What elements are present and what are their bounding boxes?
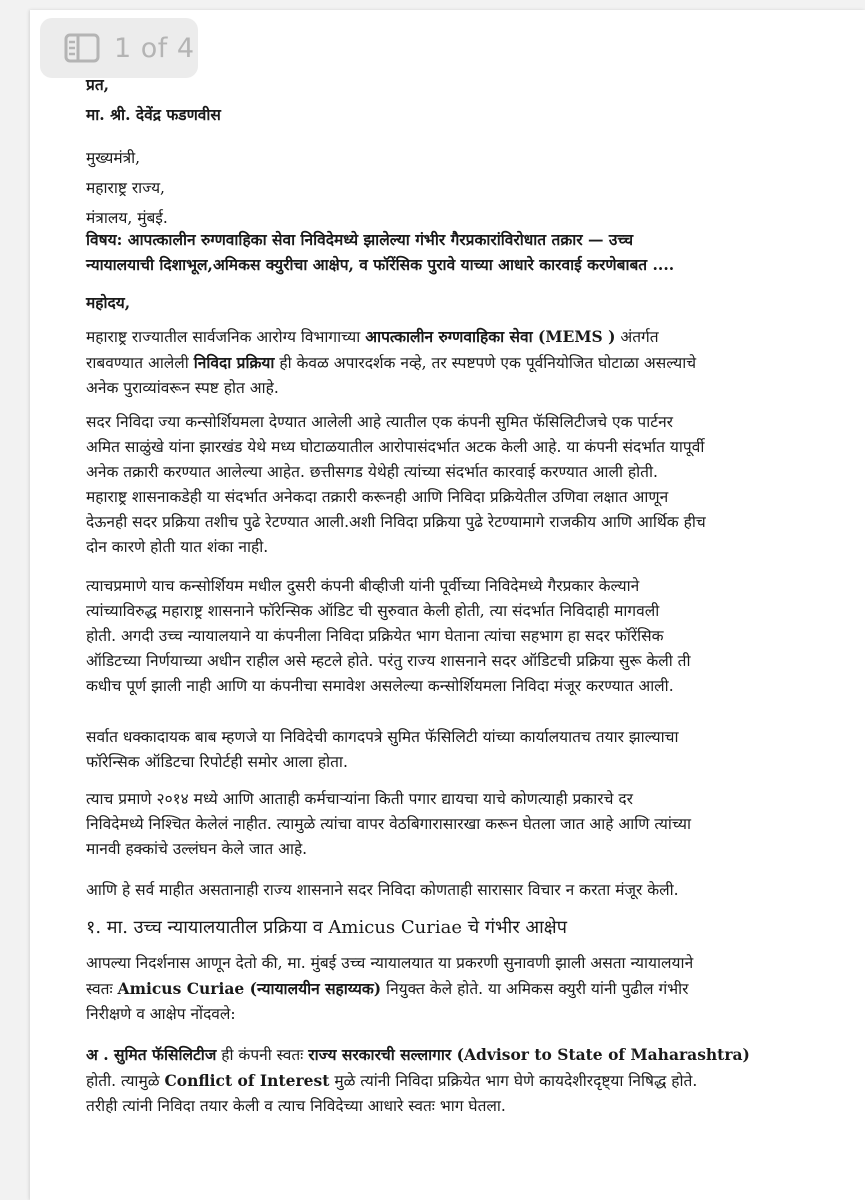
text-run: अंतर्गत — [615, 328, 659, 346]
text-run-bold: Conflict of Interest — [164, 1071, 330, 1090]
text-line: फॉरेन्सिक ऑडिटचा रिपोर्टही समोर आला होता. — [86, 753, 348, 771]
text-line: सदर निविदा ज्या कन्सोर्शियमला देण्यात आलेली आहे त्यातील एक कंपनी सुमित फॅसिलिटीजचे एक पार्टनर — [86, 413, 674, 431]
text-run: होती. त्यामुळे — [86, 1072, 165, 1090]
text-run-bold: निविदा प्रक्रिया — [193, 353, 275, 372]
text-line: ऑडिटच्या निर्णयाच्या अधीन राहील असे म्हटले होते. परंतु राज्य शासनाने सदर ऑडिटची प्रक्रिया सुरू केली ती — [86, 652, 691, 670]
text-line: तरीही त्यांनी निविदा तयार केली व त्याच निविदेच्या आधारे स्वतः भाग घेतला. — [86, 1097, 506, 1115]
address-block — [86, 72, 221, 231]
text-line: महाराष्ट्र शासनाकडेही या संदर्भात अनेकदा तक्रारी करूनही आणि निविदा प्रक्रियेतील उणिवा लक्षात आणून — [86, 488, 669, 506]
text-line: अनेक पुराव्यांवरून स्पष्ट होत आहे. — [86, 379, 279, 397]
text-line: अनेक तक्रारी करण्यात आलेल्या आहेत. छत्तीसगड येथेही त्यांच्या संदर्भात कारवाई करण्यात आली होती. — [86, 463, 658, 481]
text-line: त्याच प्रमाणे २०१४ मध्ये आणि आताही कर्मचाऱ्यांना किती पगार द्यायचा याचे कोणत्याही प्रकारचे दर — [86, 790, 633, 808]
point-a — [86, 1042, 750, 1119]
text-line — [86, 350, 696, 376]
text-run: महाराष्ट्र राज्यातील सार्वजनिक आरोग्य विभागाच्या — [86, 328, 366, 346]
subject — [86, 227, 674, 277]
text-run-bold: अ . सुमित फॅसिलिटीज — [86, 1045, 217, 1064]
text-line: निविदेमध्ये निश्चित केलेलं नाहीत. त्यामुळे त्यांचा वापर वेठबिगारासारखा करून घेतला जात आहे आणि त्यांच्या — [86, 815, 692, 833]
text-line: निरीक्षणे व आक्षेप नोंदवले: — [86, 1005, 236, 1023]
text-run: ही केवळ अपारदर्शक नव्हे, तर स्पष्टपणे एक पूर्वनियोजित घोटाळा असल्याचे — [274, 354, 697, 372]
page-indicator-text: 1 of 4 — [114, 32, 195, 64]
paragraph-1 — [86, 324, 696, 401]
section-heading: १. मा. उच्च न्यायालयातील प्रक्रिया व Amicus Curiae चे गंभीर आक्षेप — [86, 917, 567, 938]
text-run: स्वतः — [86, 980, 118, 998]
text-line — [86, 324, 696, 350]
address-line: मंत्रालय, मुंबई. — [86, 209, 168, 227]
text-line — [86, 976, 693, 1002]
text-line: त्याचप्रमाणे याच कन्सोर्शियम मधील दुसरी कंपनी बीव्हीजी यांनी पूर्वीच्या निविदेमध्ये गैरप्रकार केल्याने — [86, 577, 640, 595]
text-run-bold: आपत्कालीन रुग्णवाहिका सेवा (MEMS ) — [365, 327, 616, 346]
paragraph-6: आणि हे सर्व माहीत असतानाही राज्य शासनाने सदर निविदा कोणताही सारासार विचार न करता मंजूर केली. — [86, 881, 679, 899]
paragraph-2 — [86, 410, 706, 560]
address-line: मुख्यमंत्री, — [86, 149, 141, 167]
text-line: त्यांच्याविरुद्ध महाराष्ट्र शासनाने फॉरेन्सिक ऑडिट ची सुरुवात केली होती, त्या संदर्भात निविदाही मागवली — [86, 602, 660, 620]
text-line: कधीच पूर्ण झाली नाही आणि या कंपनीचा समावेश असलेल्या कन्सोर्शियमला निविदा मंजूर करण्यात आली. — [86, 677, 674, 695]
salutation: महोदय, — [86, 293, 131, 312]
text-line — [86, 1042, 750, 1068]
paragraph-4 — [86, 725, 679, 775]
text-run-bold: राज्य सरकारची सल्लागार (Advisor to State of Maharashtra) — [308, 1045, 750, 1064]
text-line: देऊनही सदर प्रक्रिया तशीच पुढे रेटण्यात आली.अशी निविदा प्रक्रिया पुढे रेटण्यामागे राजकीय आणि आर्थिक हीच — [86, 513, 706, 531]
sidebar-icon[interactable] — [64, 33, 100, 63]
text-line — [86, 1068, 750, 1094]
text-line: आपल्या निदर्शनास आणून देतो की, मा. मुंबई उच्च न्यायालयात या प्रकरणी सुनावणी झाली असता न्यायालयाने — [86, 954, 694, 972]
subject-line: न्यायालयाची दिशाभूल,अमिकस क्युरीचा आक्षेप, व फॉरेंसिक पुरावे याच्या आधारे कारवाई करणेबाबत .... — [86, 255, 675, 274]
address-to: प्रत, — [86, 75, 110, 94]
subject-line: विषय: आपत्कालीन रुग्णवाहिका सेवा निविदेमध्ये झालेल्या गंभीर गैरप्रकारांविरोधात तक्रार — उच्च — [86, 230, 634, 249]
text-line: होती. अगदी उच्च न्यायालयाने या कंपनीला निविदा प्रक्रियेत भाग घेताना त्यांचा सहभाग हा सदर फॉरेंसिक — [86, 627, 664, 645]
text-line: दोन कारणे होती यात शंका नाही. — [86, 538, 269, 556]
text-run: राबवण्यात आलेली — [86, 354, 194, 372]
text-run: ही कंपनी स्वतः — [216, 1046, 309, 1064]
text-line: सर्वात धक्कादायक बाब म्हणजे या निविदेची कागदपत्रे सुमित फॅसिलिटी यांच्या कार्यालयातच तयार झाल्याचा — [86, 728, 679, 746]
address-line: महाराष्ट्र राज्य, — [86, 179, 165, 197]
text-run: मुळे त्यांनी निविदा प्रक्रियेत भाग घेणे कायदेशीरदृष्ट्या निषिद्ध होते. — [329, 1072, 698, 1090]
page-indicator[interactable] — [40, 18, 198, 78]
addressee-name: मा. श्री. देवेंद्र फडणवीस — [86, 105, 221, 124]
paragraph-3 — [86, 574, 691, 699]
text-run: नियुक्त केले होते. या अमिकस क्युरी यांनी पुढील गंभीर — [381, 980, 689, 998]
paragraph-5 — [86, 787, 691, 862]
text-line: अमित साळुंखे यांना झारखंड येथे मध्य घोटाळयातील आरोपासंदर्भात अटक केली आहे. या कंपनी संदर्भात यापूर्वी — [86, 438, 705, 456]
section-1-paragraph — [86, 951, 693, 1027]
text-run-bold: Amicus Curiae (न्यायालयीन सहाय्यक) — [117, 979, 382, 998]
text-line: मानवी हक्कांचे उल्लंघन केले जात आहे. — [86, 840, 308, 858]
